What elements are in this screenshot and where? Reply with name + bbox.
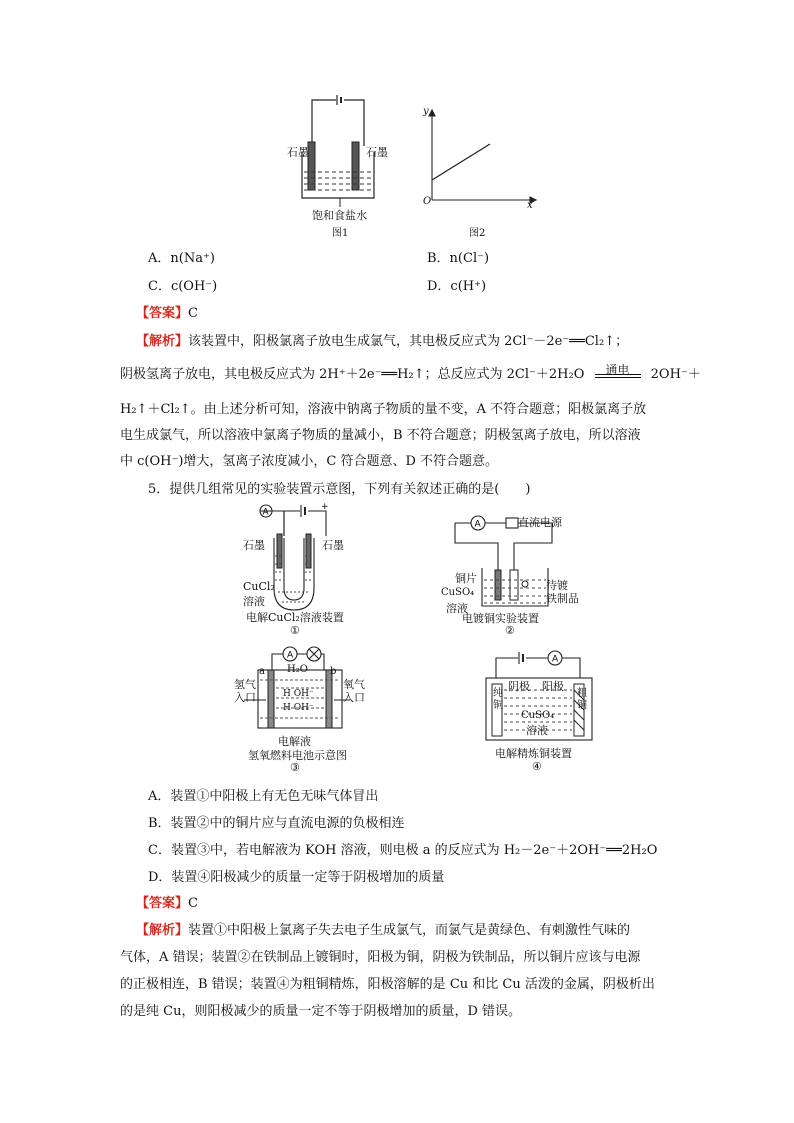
answer-value: C: [188, 896, 198, 911]
d3-electrode-a: a: [259, 666, 265, 677]
d3-hydrogen-inlet: 入口: [234, 691, 256, 704]
d4-solution-formula: CuSO₄: [521, 710, 555, 721]
fig2-origin-label: O: [423, 196, 432, 207]
q4-analysis-line-4: 电生成氯气，所以溶液中氯离子物质的量减小，B 不符合题意；阴极氢离子放电，所以溶液: [120, 428, 641, 443]
svg-text:+: +: [321, 502, 329, 512]
d3-number: ③: [290, 761, 300, 774]
q4-option-b: B．n(Cl⁻): [427, 251, 490, 266]
d4-pure-copper: 纯铜: [493, 688, 503, 711]
d1-title: 电解CuCl₂溶液装置: [246, 611, 344, 624]
analysis-text: 2OH⁻＋: [650, 367, 701, 382]
d3-electrode-b: b: [330, 666, 337, 677]
d4-crude-copper: 粗铜: [577, 688, 587, 711]
analysis-tag: 【解析】: [136, 334, 189, 349]
q4-option-c: C．c(OH⁻): [148, 279, 218, 294]
q4-analysis-line-2: [120, 363, 701, 382]
d1-solution-formula: CuCl₂: [243, 580, 275, 593]
d2-title: 电镀铜实验装置: [462, 612, 539, 625]
svg-text:A: A: [287, 650, 294, 661]
fig2-y-axis-label: y: [423, 106, 429, 117]
d3-ion-label-1: H OH⁻: [283, 689, 314, 699]
fig1-solution-label: 饱和食盐水: [312, 209, 367, 222]
q4-answer: [136, 302, 198, 321]
analysis-text: 该装置中，阳极氯离子放电生成氯气，其电极反应式为 2Cl⁻－2e⁻══Cl₂↑；: [188, 334, 629, 349]
analysis-tag: 【解析】: [136, 923, 189, 938]
d2-solution-formula: CuSO₄: [441, 587, 475, 598]
answer-tag: 【答案】: [136, 306, 189, 321]
q5-option-b: B．装置②中的铜片应与直流电源的负极相连: [148, 816, 405, 831]
q5-option-d: D．装置④阳极减少的质量一定等于阴极增加的质量: [148, 870, 445, 885]
d4-title: 电解精炼铜装置: [495, 747, 572, 760]
d1-solution-word: 溶液: [243, 595, 265, 608]
d3-oxygen-inlet: 入口: [343, 691, 365, 704]
q4-option-a: A．n(Na⁺): [148, 251, 215, 266]
d2-power-label: 直流电源: [518, 516, 562, 529]
q5-option-c: C．装置③中，若电解液为 KOH 溶液，则电极 a 的反应式为 H₂－2e⁻＋2OH⁻══2H₂O: [148, 843, 658, 858]
analysis-text: 装置①中阳极上氯离子失去电子生成氯气，而氯气是黄绿色、有刺激性气味的: [188, 923, 631, 938]
condition-label: 通电: [605, 363, 630, 377]
fig1-right-electrode-label: 石墨: [366, 146, 388, 159]
svg-text:A: A: [552, 654, 559, 665]
fig2-x-axis-label: x: [527, 200, 533, 211]
answer-tag: 【答案】: [136, 896, 189, 911]
fig1-left-electrode-label: 石墨: [287, 146, 309, 159]
d1-right-electrode: 石墨: [322, 539, 344, 552]
q5-analysis-line-2: 气体，A 错误；装置②在铁制品上镀铜时，阳极为铜，阴极为铁制品，所以铜片应该与电源: [120, 950, 641, 965]
d2-copper-label: 铜片: [455, 572, 477, 585]
d3-ion-label-2: H OH⁻: [283, 703, 314, 713]
d2-item-label-2: 铁制品: [546, 592, 579, 605]
d1-left-electrode: 石墨: [243, 539, 265, 552]
q4-option-d: D．c(H⁺): [427, 279, 487, 294]
d2-solution-word: 溶液: [446, 602, 468, 615]
q5-analysis-line-1: [136, 919, 630, 938]
d3-title: 氢氧燃料电池示意图: [248, 749, 347, 762]
q4-analysis-line-3: H₂↑＋Cl₂↑。由上述分析可知，溶液中钠离子物质的量不变，A 不符合题意；阳极氯离子放: [120, 402, 647, 417]
analysis-text: 阴极氢离子放电，其电极反应式为 2H⁺＋2e⁻══H₂↑；总反应式为 2Cl⁻＋2H₂O: [120, 367, 585, 382]
d2-number: ②: [505, 624, 515, 637]
q5-stem: 5．提供几组常见的实验装置示意图，下列有关叙述正确的是( ): [148, 482, 531, 497]
d4-number: ④: [532, 760, 542, 773]
fig2-caption: 图2: [469, 228, 486, 239]
q5-analysis-line-3: 的正极相连，B 错误；装置④为粗铜精炼，阳极溶解的是 Cu 和比 Cu 活泼的金属，阴极析出: [120, 977, 655, 992]
d4-anode-label: 阳极: [542, 680, 564, 693]
d3-water: H₂O: [287, 664, 308, 675]
d3-oxygen-label: 氧气: [343, 678, 365, 691]
d1-number: ①: [290, 624, 300, 637]
q4-analysis-line-1: [136, 330, 628, 349]
q5-analysis-line-4: 的是纯 Cu，则阳极减少的质量一定不等于阴极增加的质量，D 错误。: [120, 1004, 522, 1019]
d2-item-label-1: 待镀: [546, 579, 568, 592]
answer-value: C: [188, 306, 198, 321]
q4-analysis-line-5: 中 c(OH⁻)增大，氢离子浓度减小，C 符合题意、D 不符合题意。: [120, 454, 499, 469]
d3-hydrogen-label: 氢气: [234, 678, 256, 691]
figure-2-graph: [420, 108, 540, 206]
fig1-caption: 图1: [332, 228, 349, 239]
ammeter-symbol: A: [262, 507, 269, 518]
svg-text:A: A: [474, 519, 481, 530]
q5-option-a: A．装置①中阳极上有无色无味气体冒出: [148, 789, 379, 804]
q5-answer: [136, 892, 198, 911]
d4-cathode-label: 阴极: [508, 680, 530, 693]
d4-solution-word: 溶液: [526, 724, 548, 737]
d3-electrolyte-label: 电解液: [278, 735, 311, 748]
